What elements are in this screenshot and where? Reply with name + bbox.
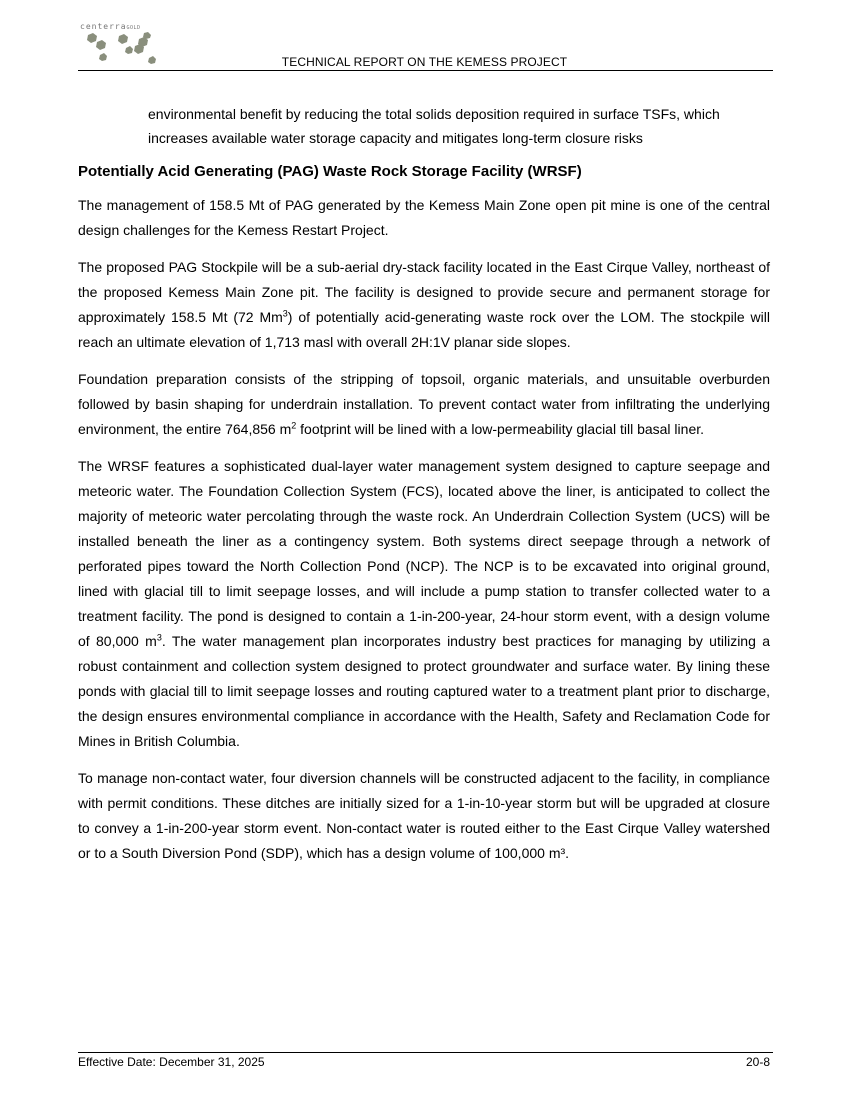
page-footer: [78, 1055, 770, 1069]
footer-divider: [78, 1052, 773, 1053]
document-header-title: TECHNICAL REPORT ON THE KEMESS PROJECT: [281, 55, 568, 69]
page-number: 20-8: [745, 1055, 770, 1069]
logo-wordmark: centerraGOLD: [80, 22, 141, 31]
section-heading: Potentially Acid Generating (PAG) Waste Rock Storage Facility (WRSF): [78, 163, 582, 180]
paragraph-5: To manage non-contact water, four diversion channels will be constructed adjacent to the facility, in compliance with permit conditions. These ditches are initially sized for a 1-in-10-year storm but will be upgraded at closure to convey a 1-in-200-year storm event. Non-contact water is routed either to the East Cirque Valley watershed or to a South Diversion Pond (SDP), which has a design volume of 100,000 m³.: [78, 770, 770, 861]
paragraph-1: The management of 158.5 Mt of PAG generated by the Kemess Main Zone open pit mine is one of the central design challenges for the Kemess Restart Project.: [78, 197, 770, 238]
paragraph-3: Foundation preparation consists of the stripping of topsoil, organic materials, and unsuitable overburden followed by basin shaping for underdrain installation. To prevent contact water from infiltrating the underlying environment, the entire 764,856 $m^2$ footprint will be lined with a low-permeability glacial till basal liner.: [78, 371, 770, 437]
paragraph-4: The WRSF features a sophisticated dual-layer water management system designed to capture seepage and meteoric water. The Foundation Collection System (FCS), located above the liner, is anticipated to collect the majority of meteoric water percolating through the waste rock. An Underdrain Collection System (UCS) will be installed beneath the liner as a contingency system. Both systems direct seepage through a network of perforated pipes toward the North Collection Pond (NCP). The NCP is to be excavated into original ground, lined with glacial till to limit seepage losses, and will include a pump station to transfer collected water to a treatment facility. The pond is designed to contain a 1-in-200-year, 24-hour storm event, with a design volume of 80,000 $m^3$. The water management plan incorporates industry best practices for managing by utilizing a robust containment and collection system designed to protect groundwater and surface water. By lining these ponds with glacial till to limit seepage losses and routing captured water to a treatment plant prior to discharge, the design ensures environmental compliance in accordance with the Health, Safety and Reclamation Code for Mines in British Columbia.: [78, 458, 770, 749]
header-divider: [78, 70, 773, 71]
page-body: [78, 102, 770, 878]
effective-date: Effective Date: December 31, 2025: [78, 1055, 265, 1069]
continued-bullet-text: environmental benefit by reducing the total solids deposition required in surface TSFs, which increases available water storage capacity and mitigates long-term closure risks: [148, 106, 720, 146]
paragraph-2: The proposed PAG Stockpile will be a sub-aerial dry-stack facility located in the East Cirque Valley, northeast of the proposed Kemess Main Zone pit. The facility is designed to provide secure and permanent storage for approximately 158.5 Mt (72 Mm$^3$) of potentially acid-generating waste rock over the LOM. The stockpile will reach an ultimate elevation of 1,713 masl with overall 2H:1V planar side slopes.: [78, 259, 770, 350]
